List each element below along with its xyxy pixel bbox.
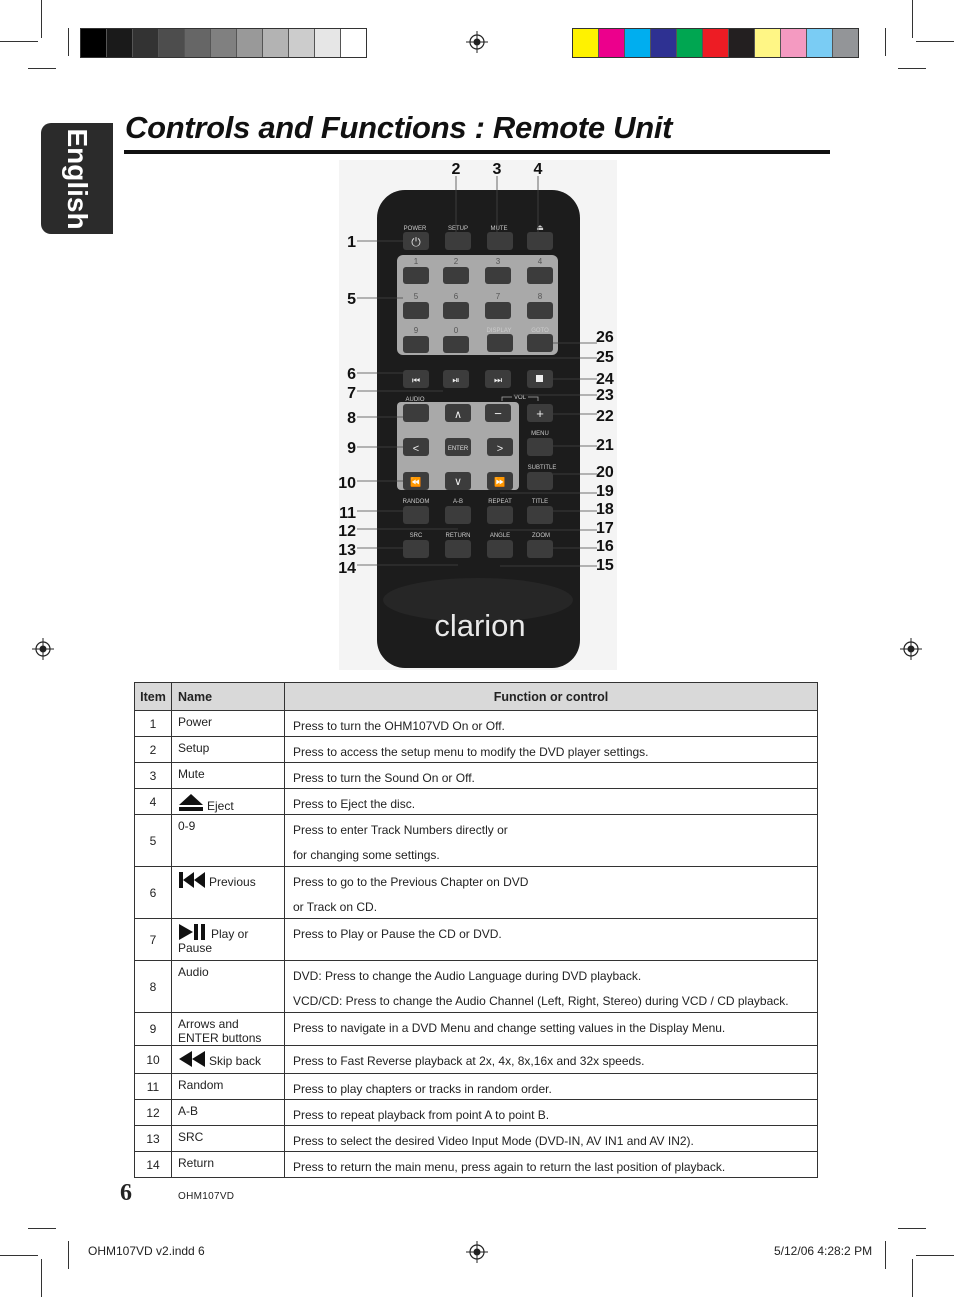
callout-number: 19 xyxy=(596,483,614,500)
item-number: 14 xyxy=(135,1152,172,1178)
digit-button xyxy=(485,302,511,319)
svg-text:∧: ∧ xyxy=(453,409,463,421)
control-name xyxy=(172,1126,285,1152)
gray-swatch xyxy=(289,29,315,57)
function-description xyxy=(285,919,818,961)
function-description xyxy=(285,737,818,763)
skip-back-icon xyxy=(178,1054,209,1068)
table-row xyxy=(135,763,818,789)
subtitle-button xyxy=(527,472,553,490)
date-slug: 5/12/06 4:28:2 PM xyxy=(774,1244,873,1258)
function-description xyxy=(285,961,818,1013)
mute-button xyxy=(487,232,513,250)
eject-icon xyxy=(178,799,207,813)
table-row xyxy=(135,1100,818,1126)
zoom-button xyxy=(527,540,553,558)
callout-number: 11 xyxy=(339,505,356,522)
function-line: DVD: Press to change the Audio Language during DVD playback. xyxy=(293,969,642,983)
digit-button xyxy=(403,302,429,319)
item-number: 9 xyxy=(135,1013,172,1046)
function-line: VCD/CD: Press to change the Audio Channel (Left, Right, Stereo) during VCD / CD playback. xyxy=(293,994,789,1008)
item-number: 6 xyxy=(135,867,172,919)
item-number: 4 xyxy=(135,789,172,815)
play-pause-icon xyxy=(178,927,211,941)
table-row xyxy=(135,815,818,867)
callout-number: 9 xyxy=(347,440,356,457)
control-name-text: Setup xyxy=(178,741,210,755)
gray-swatch xyxy=(211,29,237,57)
digit-button xyxy=(485,267,511,284)
control-name xyxy=(172,867,285,919)
function-description xyxy=(285,867,818,919)
src-button xyxy=(403,540,429,558)
function-line: Press to turn the OHM107VD On or Off. xyxy=(293,719,505,733)
function-description xyxy=(285,1152,818,1178)
callout-number: 2 xyxy=(451,161,461,178)
callout-number: 25 xyxy=(596,349,614,366)
table-row xyxy=(135,1152,818,1178)
color-swatch xyxy=(781,29,807,57)
svg-text:<: < xyxy=(412,443,420,455)
item-number: 1 xyxy=(135,711,172,737)
table-row xyxy=(135,1013,818,1046)
callout-number: 20 xyxy=(596,464,614,481)
function-line: Press to Eject the disc. xyxy=(293,797,416,811)
gray-swatch xyxy=(341,29,366,57)
src-label: SRC xyxy=(409,533,423,539)
control-name-text: A-B xyxy=(178,1104,199,1118)
table-row xyxy=(135,789,818,815)
callout-number: 23 xyxy=(596,387,614,404)
setup-label: SETUP xyxy=(447,226,469,232)
function-line: Press to return the main menu, press again to return the last position of playback. xyxy=(293,1160,726,1174)
gray-swatch xyxy=(263,29,289,57)
table-row xyxy=(135,961,818,1013)
svg-text:>: > xyxy=(496,443,504,455)
function-column-header: Function or control xyxy=(285,683,818,711)
control-name xyxy=(172,763,285,789)
digit-label: 1 xyxy=(413,257,419,266)
control-name xyxy=(172,1074,285,1100)
function-line: or Track on CD. xyxy=(293,900,378,914)
function-description xyxy=(285,1074,818,1100)
table-row xyxy=(135,737,818,763)
table-row xyxy=(135,1074,818,1100)
item-number: 12 xyxy=(135,1100,172,1126)
file-slug: OHM107VD v2.indd 6 xyxy=(88,1244,205,1258)
callout-number: 17 xyxy=(596,520,614,537)
remote-diagram xyxy=(335,158,620,673)
table-row xyxy=(135,1126,818,1152)
digit-button xyxy=(527,267,553,284)
control-name xyxy=(172,789,285,815)
callout-number: 24 xyxy=(596,371,614,388)
control-name xyxy=(172,711,285,737)
table-row xyxy=(135,919,818,961)
function-line: Press to select the desired Video Input Mode (DVD-IN, AV IN1 and AV IN2). xyxy=(293,1134,694,1148)
random-button xyxy=(403,506,429,524)
control-name-text: Previous xyxy=(209,875,256,889)
item-number: 5 xyxy=(135,815,172,867)
callout-number: 22 xyxy=(596,408,614,425)
function-line: Press to access the setup menu to modify the DVD player settings. xyxy=(293,745,649,759)
digit-label: 2 xyxy=(453,257,459,266)
menu-label: MENU xyxy=(531,431,549,437)
title-label: TITLE xyxy=(531,499,549,505)
gray-swatch xyxy=(315,29,341,57)
svg-text:⏯: ⏯ xyxy=(452,375,460,385)
callout-number: 18 xyxy=(596,501,614,518)
menu-button xyxy=(527,438,553,456)
function-line: Press to Play or Pause the CD or DVD. xyxy=(293,927,502,941)
language-tab xyxy=(41,123,113,234)
callout-number: 12 xyxy=(338,523,356,540)
digit-button xyxy=(443,336,469,353)
function-description xyxy=(285,1126,818,1152)
digit-label: 0 xyxy=(453,326,459,335)
function-description xyxy=(285,763,818,789)
control-name-text: Arrows and ENTER buttons xyxy=(178,1017,262,1045)
eject-button xyxy=(527,232,553,250)
gray-swatch xyxy=(185,29,211,57)
setup-button xyxy=(445,232,471,250)
page-title: Controls and Functions : Remote Unit xyxy=(125,110,673,145)
zoom-label: ZOOM xyxy=(532,533,550,539)
goto-button xyxy=(527,334,553,352)
table-header-row xyxy=(135,683,818,711)
callout-number: 6 xyxy=(347,366,356,383)
gray-color-strip xyxy=(80,28,367,58)
digit-button xyxy=(403,336,429,353)
return-button xyxy=(445,540,471,558)
color-swatch xyxy=(755,29,781,57)
function-line: for changing some settings. xyxy=(293,848,440,862)
svg-text:⏩: ⏩ xyxy=(494,477,506,487)
language-tab-label: English xyxy=(62,128,93,230)
callout-number: 5 xyxy=(347,291,356,308)
display-label: DISPLAY xyxy=(486,328,512,334)
digit-label: 8 xyxy=(537,292,543,301)
gray-swatch xyxy=(159,29,185,57)
audio-button xyxy=(403,404,429,422)
table-row xyxy=(135,1046,818,1074)
gray-swatch xyxy=(81,29,107,57)
digit-label: 6 xyxy=(453,292,459,301)
item-column-header: Item xyxy=(135,683,172,711)
a-b-button xyxy=(445,506,471,524)
enter-label: ENTER xyxy=(447,446,469,452)
name-column-header: Name xyxy=(172,683,285,711)
brand-logo: clarion xyxy=(434,608,526,643)
callout-number: 13 xyxy=(338,542,356,559)
a-b-label: A-B xyxy=(452,499,464,505)
callout-number: 8 xyxy=(347,410,356,427)
control-name xyxy=(172,815,285,867)
mute-label: MUTE xyxy=(490,226,508,232)
callout-number: 7 xyxy=(347,385,356,402)
color-swatch xyxy=(625,29,651,57)
function-description xyxy=(285,711,818,737)
control-name-text: Play or Pause xyxy=(178,927,249,955)
registration-mark-icon xyxy=(466,1241,488,1263)
control-name xyxy=(172,1046,285,1074)
callout-number: 1 xyxy=(347,234,356,251)
table-row xyxy=(135,711,818,737)
item-number: 2 xyxy=(135,737,172,763)
function-line: Press to play chapters or tracks in random order. xyxy=(293,1082,552,1096)
svg-text:⏭: ⏭ xyxy=(493,375,503,385)
gray-swatch xyxy=(107,29,133,57)
item-number: 7 xyxy=(135,919,172,961)
function-line: Press to repeat playback from point A to point B. xyxy=(293,1108,550,1122)
function-line: Press to navigate in a DVD Menu and change setting values in the Display Menu. xyxy=(293,1021,726,1035)
power-label: POWER xyxy=(403,226,427,232)
angle-button xyxy=(487,540,513,558)
control-name xyxy=(172,1152,285,1178)
callout-number: 10 xyxy=(338,475,356,492)
title-divider xyxy=(124,150,830,154)
digit-label: 7 xyxy=(495,292,501,301)
item-number: 10 xyxy=(135,1046,172,1074)
goto-label: GOTO xyxy=(531,328,549,334)
control-name xyxy=(172,961,285,1013)
color-swatch xyxy=(703,29,729,57)
function-line: Press to Fast Reverse playback at 2x, 4x, 8x,16x and 32x speeds. xyxy=(293,1054,645,1068)
control-name-text: Return xyxy=(178,1156,215,1170)
title-button xyxy=(527,506,553,524)
control-name xyxy=(172,1100,285,1126)
function-line: Press to enter Track Numbers directly or xyxy=(293,823,508,837)
item-number: 8 xyxy=(135,961,172,1013)
control-name-text: Power xyxy=(178,715,213,729)
callout-number: 15 xyxy=(596,557,614,574)
display-button xyxy=(487,334,513,352)
item-number: 13 xyxy=(135,1126,172,1152)
control-name xyxy=(172,1013,285,1046)
process-color-strip xyxy=(572,28,859,58)
function-description xyxy=(285,815,818,867)
registration-mark-icon xyxy=(466,31,488,53)
model-name: OHM107VD xyxy=(178,1191,235,1202)
callout-number: 21 xyxy=(596,437,614,454)
item-number: 11 xyxy=(135,1074,172,1100)
callout-number: 16 xyxy=(596,538,614,555)
color-swatch xyxy=(651,29,677,57)
function-line: Press to go to the Previous Chapter on DVD xyxy=(293,875,529,889)
svg-text:+: + xyxy=(536,406,544,421)
svg-text:⏪: ⏪ xyxy=(410,477,422,487)
table-row xyxy=(135,867,818,919)
repeat-button xyxy=(487,506,513,524)
callout-number: 3 xyxy=(492,161,502,178)
digit-label: 5 xyxy=(413,292,419,301)
digit-label: 3 xyxy=(495,257,501,266)
svg-text:⏏: ⏏ xyxy=(536,223,544,232)
control-name-text: SRC xyxy=(178,1130,204,1144)
random-label: RANDOM xyxy=(402,499,430,505)
remote-control-illustration xyxy=(335,158,620,673)
color-swatch xyxy=(677,29,703,57)
function-description xyxy=(285,1100,818,1126)
control-name xyxy=(172,737,285,763)
subtitle-label: SUBTITLE xyxy=(527,465,557,471)
function-line: Press to turn the Sound On or Off. xyxy=(293,771,475,785)
function-description xyxy=(285,789,818,815)
return-label: RETURN xyxy=(445,533,471,539)
callout-number: 4 xyxy=(533,161,543,178)
color-swatch xyxy=(833,29,858,57)
digit-button xyxy=(443,302,469,319)
digit-label: 4 xyxy=(537,257,543,266)
audio-label: AUDIO xyxy=(405,397,425,403)
gray-swatch xyxy=(237,29,263,57)
svg-text:−: − xyxy=(494,406,502,421)
function-description xyxy=(285,1046,818,1074)
color-swatch xyxy=(573,29,599,57)
control-name-text: Audio xyxy=(178,965,209,979)
control-name-text: Random xyxy=(178,1078,224,1092)
repeat-label: REPEAT xyxy=(488,499,512,505)
svg-text:⏻: ⏻ xyxy=(411,235,421,249)
page-number: 6 xyxy=(120,1180,132,1206)
svg-text:⏮: ⏮ xyxy=(411,375,421,385)
registration-mark-icon xyxy=(32,638,54,660)
control-name xyxy=(172,919,285,961)
digit-label: 9 xyxy=(413,326,419,335)
color-swatch xyxy=(807,29,833,57)
digit-button xyxy=(443,267,469,284)
digit-button xyxy=(403,267,429,284)
color-swatch xyxy=(729,29,755,57)
angle-label: ANGLE xyxy=(489,533,511,539)
callout-number: 26 xyxy=(596,329,614,346)
svg-text:∨: ∨ xyxy=(453,476,463,488)
item-number: 3 xyxy=(135,763,172,789)
color-swatch xyxy=(599,29,625,57)
functions-table xyxy=(134,682,818,1178)
control-name-text: Mute xyxy=(178,767,205,781)
previous-icon xyxy=(178,875,209,889)
control-name-text: Skip back xyxy=(209,1054,262,1068)
function-description xyxy=(285,1013,818,1046)
gray-swatch xyxy=(133,29,159,57)
registration-mark-icon xyxy=(900,638,922,660)
vol-label: VOL xyxy=(513,395,527,401)
control-name-text: 0-9 xyxy=(178,819,196,833)
control-name-text: Eject xyxy=(207,799,234,813)
digit-button xyxy=(527,302,553,319)
callout-number: 14 xyxy=(338,560,356,577)
